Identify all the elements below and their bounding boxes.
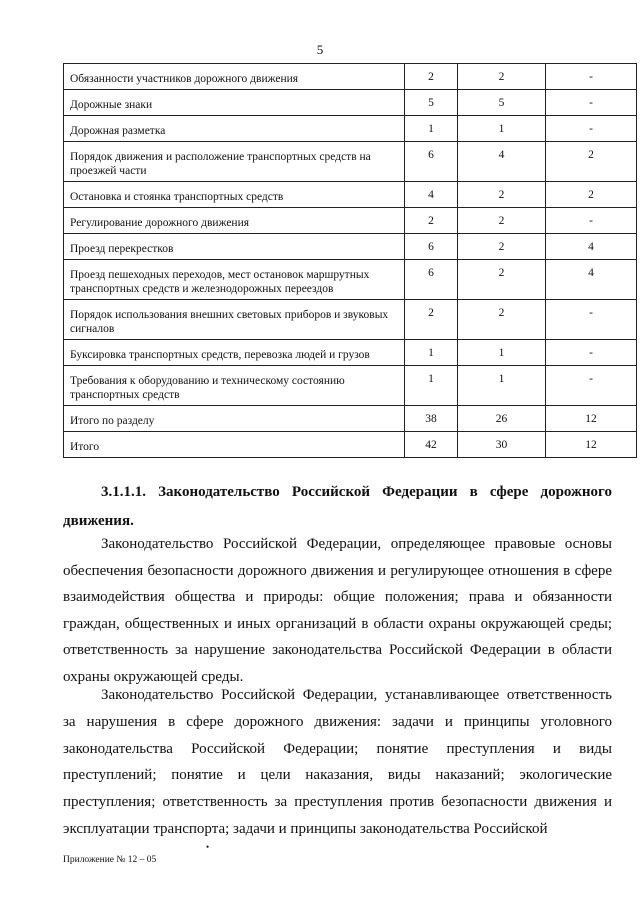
table-row (64, 208, 637, 234)
row-value-1-cell: 2 (405, 208, 458, 234)
row-name-cell: Обязанности участников дорожного движения (64, 64, 405, 90)
row-value-3-cell: - (546, 208, 637, 234)
hours-table (63, 63, 637, 458)
table-row (64, 90, 637, 116)
row-name-cell: Буксировка транспортных средств, перевозка людей и грузов (64, 340, 405, 366)
row-value-2-cell: 1 (458, 116, 546, 142)
row-value-2-cell: 30 (458, 432, 546, 458)
row-value-3-cell: 2 (546, 142, 637, 182)
row-value-3-cell: 12 (546, 406, 637, 432)
row-name-cell: Дорожные знаки (64, 90, 405, 116)
row-value-2-cell: 26 (458, 406, 546, 432)
row-name-cell: Порядок использования внешних световых приборов и звуковых сигналов (64, 300, 405, 340)
row-value-3-cell: - (546, 300, 637, 340)
row-name-cell: Требования к оборудованию и техническому состоянию транспортных средств (64, 366, 405, 406)
row-name-cell: Регулирование дорожного движения (64, 208, 405, 234)
table-row (64, 406, 637, 432)
row-value-3-cell: 2 (546, 182, 637, 208)
row-value-1-cell: 42 (405, 432, 458, 458)
row-name-cell: Порядок движения и расположение транспортных средств на проезжей части (64, 142, 405, 182)
row-value-2-cell: 2 (458, 182, 546, 208)
row-value-1-cell: 6 (405, 260, 458, 300)
row-value-3-cell: - (546, 366, 637, 406)
row-value-1-cell: 5 (405, 90, 458, 116)
row-value-1-cell: 6 (405, 142, 458, 182)
row-value-2-cell: 1 (458, 366, 546, 406)
row-value-2-cell: 2 (458, 300, 546, 340)
row-value-3-cell: - (546, 116, 637, 142)
row-value-2-cell: 2 (458, 234, 546, 260)
row-value-1-cell: 38 (405, 406, 458, 432)
table-row (64, 64, 637, 90)
row-value-2-cell: 2 (458, 260, 546, 300)
row-name-cell: Дорожная разметка (64, 116, 405, 142)
table-row (64, 340, 637, 366)
row-value-1-cell: 1 (405, 340, 458, 366)
row-name-cell: Итого (64, 432, 405, 458)
row-value-2-cell: 2 (458, 208, 546, 234)
row-value-1-cell: 1 (405, 116, 458, 142)
row-name-cell: Проезд пешеходных переходов, мест остановок маршрутных транспортных средств и железнодорожных переездов (64, 260, 405, 300)
table-row (64, 366, 637, 406)
row-value-1-cell: 6 (405, 234, 458, 260)
table-row (64, 182, 637, 208)
scan-dot: • (206, 842, 210, 852)
row-value-2-cell: 1 (458, 340, 546, 366)
paragraph-1: Законодательство Российской Федерации, определяющее правовые основы обеспечения безопасности дорожного движения и регулирующее отношения в сфере взаимодействия общества и природы: общие положения; права и обязанности граждан, общественных и иных организаций в области охраны окружающей среды; ответственность за нарушение законодательства Российской Федерации в области охраны окружающей среды. (63, 536, 612, 685)
table-row (64, 116, 637, 142)
page-number: 5 (316, 42, 324, 57)
row-value-3-cell: - (546, 64, 637, 90)
row-value-3-cell: - (546, 340, 637, 366)
row-value-1-cell: 2 (405, 64, 458, 90)
row-name-cell: Итого по разделу (64, 406, 405, 432)
footer-appendix: Приложение № 12 – 05 (63, 855, 157, 865)
row-value-3-cell: 4 (546, 260, 637, 300)
row-value-2-cell: 2 (458, 64, 546, 90)
row-value-2-cell: 5 (458, 90, 546, 116)
row-value-3-cell: 12 (546, 432, 637, 458)
row-value-2-cell: 4 (458, 142, 546, 182)
row-value-1-cell: 1 (405, 366, 458, 406)
table-row (64, 300, 637, 340)
paragraph-2: Законодательство Российской Федерации, устанавливающее ответственность за нарушения в сфере дорожного движения: задачи и принципы уголовного законодательства Российской Федерации; понятие преступления и виды преступлений; понятие и цели наказания, виды наказаний; экологические преступления; ответственность за преступления против безопасности движения и эксплуатации транспорта; задачи и принципы законодательства Российской (63, 687, 612, 837)
row-name-cell: Проезд перекрестков (64, 234, 405, 260)
row-value-3-cell: 4 (546, 234, 637, 260)
table-row (64, 432, 637, 458)
row-value-1-cell: 2 (405, 300, 458, 340)
table-row (64, 234, 637, 260)
row-name-cell: Остановка и стоянка транспортных средств (64, 182, 405, 208)
table-row (64, 260, 637, 300)
row-value-1-cell: 4 (405, 182, 458, 208)
section-heading: 3.1.1.1. Законодательство Российской Федерации в сфере дорожного движения. (63, 484, 612, 529)
row-value-3-cell: - (546, 90, 637, 116)
table-row (64, 142, 637, 182)
hours-table-body (64, 64, 637, 458)
